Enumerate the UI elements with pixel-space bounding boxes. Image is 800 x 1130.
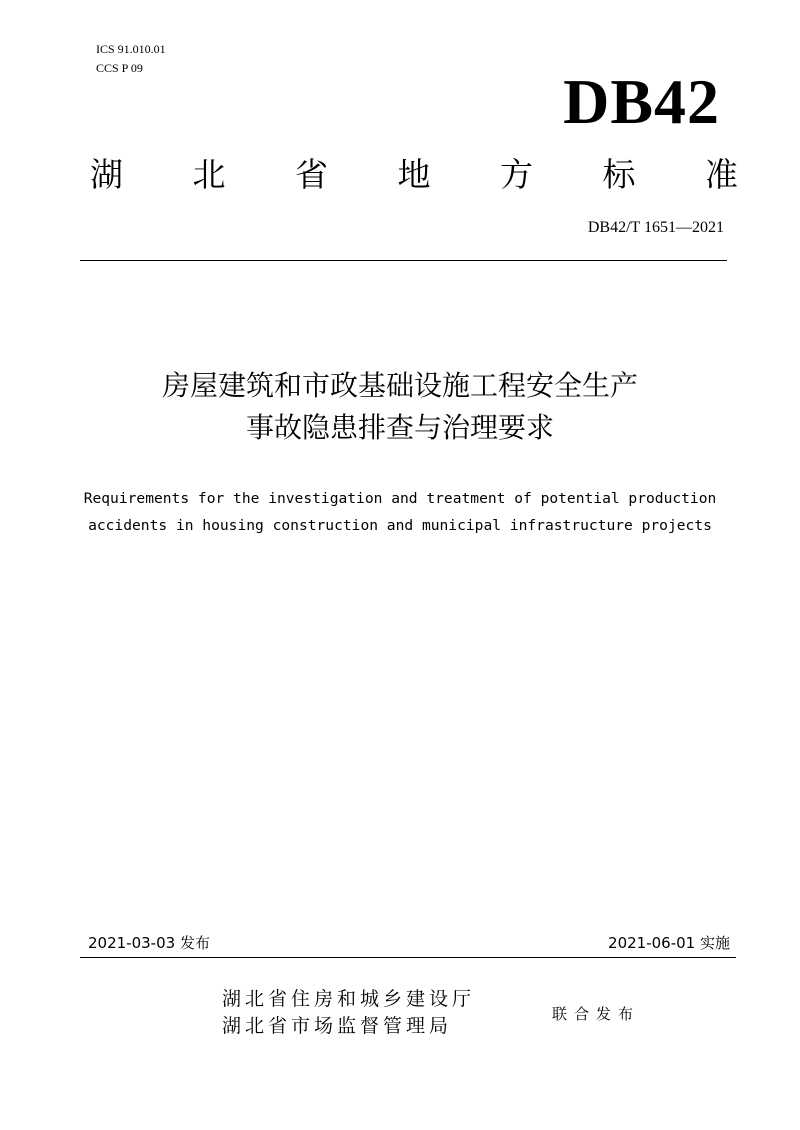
ics-code: ICS 91.010.01 bbox=[96, 42, 166, 56]
standard-type-char: 地 bbox=[397, 155, 431, 194]
issuer-market-regulation-bureau: 湖北省市场监督管理局 bbox=[222, 1015, 453, 1037]
chinese-title bbox=[60, 365, 740, 449]
classification-codes bbox=[96, 40, 166, 78]
standard-type-char: 湖 bbox=[90, 155, 123, 194]
db-logo: DB42 bbox=[563, 66, 720, 137]
english-title-line-1: Requirements for the investigation and treatment of potential production bbox=[83, 490, 717, 507]
chinese-title-line-2: 事故隐患排查与治理要求 bbox=[245, 411, 554, 444]
standard-type-char: 北 bbox=[192, 155, 226, 194]
standard-type-title bbox=[90, 152, 738, 198]
english-title bbox=[40, 485, 760, 539]
standard-number: DB42/T 1651—2021 bbox=[587, 219, 724, 236]
ccs-code: CCS P 09 bbox=[96, 61, 143, 75]
standard-type-char: 准 bbox=[705, 155, 738, 194]
joint-issue-label: 联合发布 bbox=[552, 1005, 641, 1023]
standard-type-char: 方 bbox=[500, 155, 533, 194]
standard-type-char: 省 bbox=[295, 155, 328, 194]
issuing-authorities bbox=[222, 986, 475, 1040]
top-divider bbox=[80, 260, 727, 261]
standard-type-char: 标 bbox=[602, 155, 636, 194]
issuer-housing-department: 湖北省住房和城乡建设厅 bbox=[222, 988, 476, 1010]
implementation-date: 2021-06-01 实施 bbox=[608, 934, 730, 952]
chinese-title-line-1: 房屋建筑和市政基础设施工程安全生产 bbox=[161, 369, 638, 402]
issue-date: 2021-03-03 发布 bbox=[88, 934, 210, 952]
english-title-line-2: accidents in housing construction and municipal infrastructure projects bbox=[88, 517, 712, 534]
bottom-divider bbox=[80, 957, 736, 958]
